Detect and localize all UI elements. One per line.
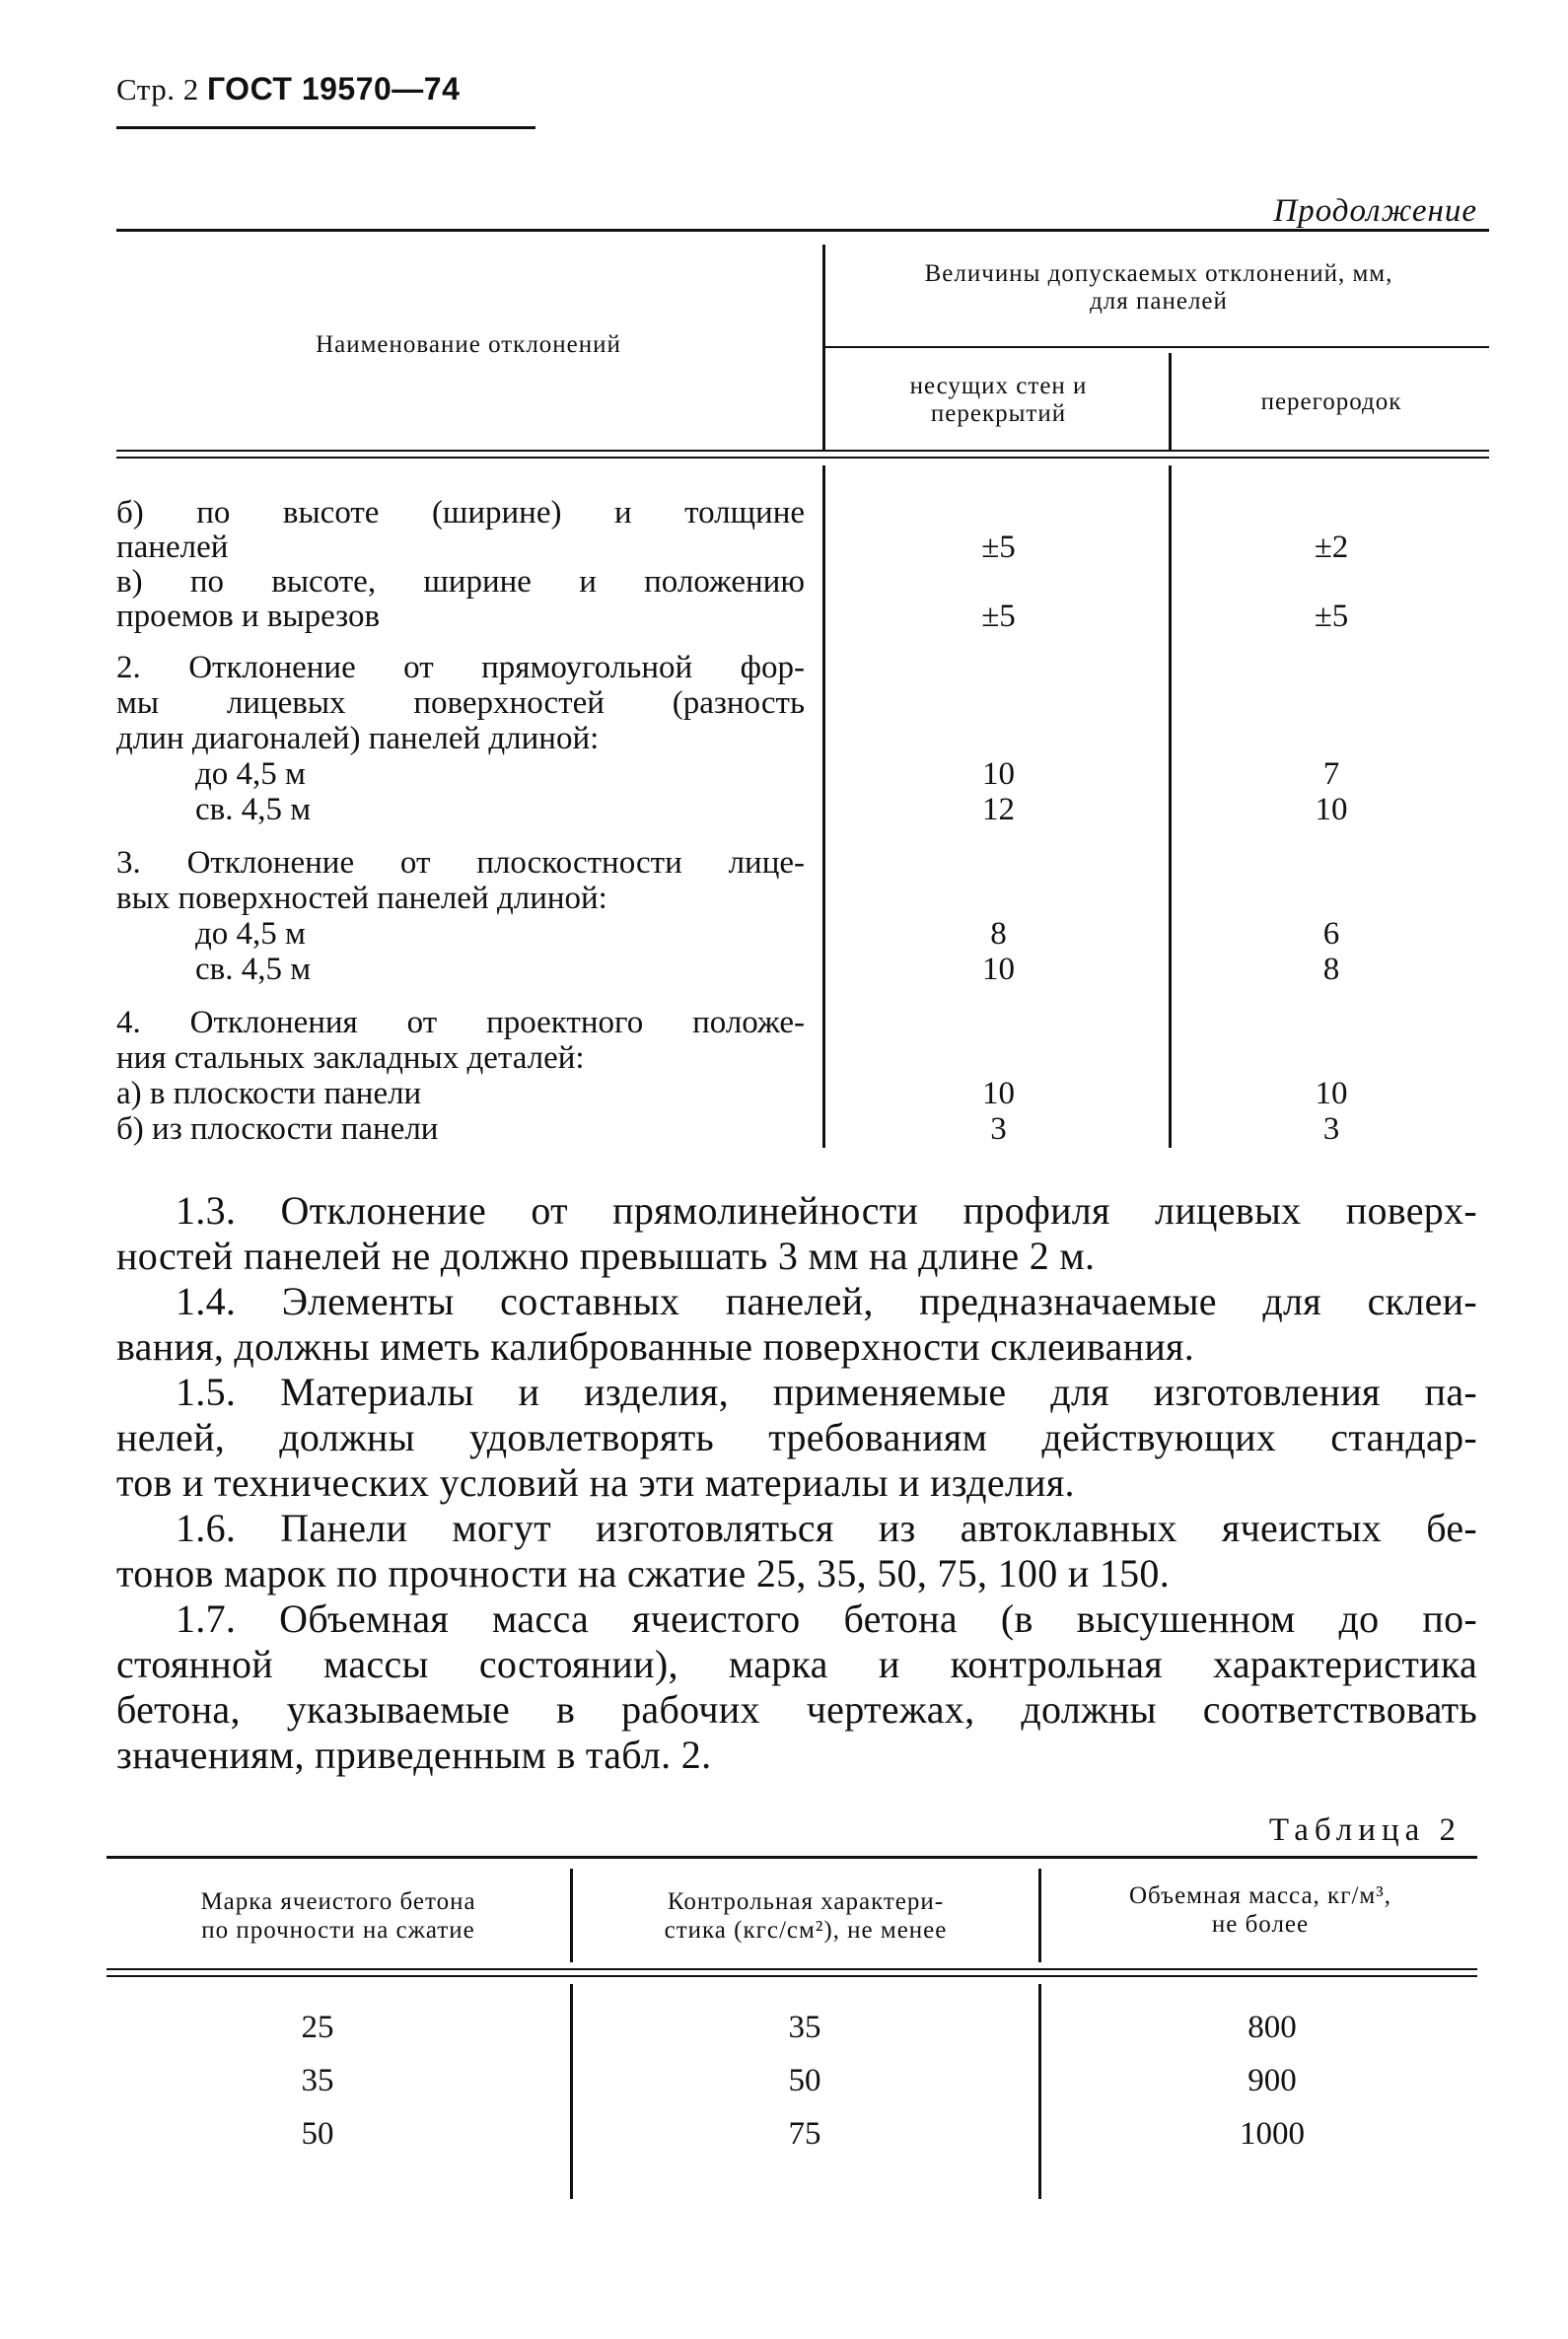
table2-cell: 35 — [301, 2063, 334, 2098]
table2-cell: 1000 — [1240, 2116, 1305, 2152]
table2-cell: 50 — [788, 2063, 821, 2098]
table2-header-control — [576, 1887, 1035, 1945]
paragraph-line: нелей, должны удовлетворять требованиям действующих стандар- — [116, 1415, 1477, 1459]
table1-col-divider-1b — [822, 465, 825, 1148]
page-header — [116, 71, 460, 107]
table2-cell: 50 — [301, 2116, 334, 2152]
table1-header-rule-1 — [116, 450, 1489, 452]
row-label-line: а) в плоскости панели — [116, 1076, 422, 1111]
paragraph-1-5 — [116, 1370, 1477, 1506]
row-label-line: 3. Отклонение от плоскостности лице- — [116, 845, 805, 881]
value-cell: 10 — [982, 952, 1015, 987]
row-label-line: панелей — [116, 530, 229, 565]
paragraph-1-3 — [116, 1188, 1477, 1279]
row-label-line: до 4,5 м — [195, 916, 306, 952]
paragraph-line: 1.5. Материалы и изделия, применяемые для изготовления па- — [176, 1370, 1477, 1414]
paragraph-1-6 — [116, 1506, 1477, 1596]
paragraph-line: 1.6. Панели могут изготовляться из автоклавных ячеистых бе- — [176, 1506, 1477, 1550]
paragraph-line: ностей панелей не должно превышать 3 мм на длине 2 м. — [116, 1234, 1096, 1278]
col-group-header — [828, 260, 1489, 316]
row-label-line: б) из плоскости панели — [116, 1111, 439, 1147]
value-cell: 12 — [982, 792, 1015, 827]
table1-group-rule — [824, 346, 1489, 348]
table2-col-divider-2 — [1038, 1869, 1041, 1962]
row-label-line: 4. Отклонения от проектного положе- — [116, 1005, 805, 1040]
paragraph-line: 1.3. Отклонение от прямолинейности профиля лицевых поверх- — [176, 1188, 1477, 1233]
row-label-line: до 4,5 м — [195, 756, 306, 792]
col-a-header-line: несущих стен и — [909, 373, 1088, 399]
paragraph-line: тонов марок по прочности на сжатие 25, 35, 50, 75, 100 и 150. — [116, 1551, 1171, 1595]
table2-col-divider-1 — [570, 1869, 573, 1962]
row-label-line: мы лицевых поверхностей (разность — [116, 685, 805, 721]
table2-cell: 35 — [788, 2010, 821, 2045]
table1-top-rule — [116, 229, 1489, 232]
table2-cell: 25 — [301, 2010, 334, 2045]
col-name-header: Наименование отклонений — [316, 331, 621, 358]
row-label-line: св. 4,5 м — [195, 952, 312, 987]
header-rule — [116, 126, 535, 129]
value-cell: ±5 — [981, 599, 1016, 634]
row-label-line: б) по высоте (ширине) и толщине — [116, 495, 805, 531]
row-label-line: 2. Отклонение от прямоугольной фор- — [116, 650, 805, 685]
table2-cell: 800 — [1247, 2010, 1297, 2045]
table1-col-divider-1 — [822, 245, 825, 450]
table2-col-divider-2b — [1038, 1984, 1041, 2199]
row-label-line: ния стальных закладных деталей: — [116, 1040, 585, 1076]
col-group-header-line: для панелей — [1090, 288, 1228, 315]
table2-header-line: по прочности на сжатие — [201, 1917, 475, 1944]
table1-col-divider-2 — [1169, 353, 1172, 450]
value-cell: 10 — [982, 756, 1015, 792]
continuation-label: Продолжение — [1273, 193, 1477, 229]
paragraph-line: бетона, указываемые в рабочих чертежах, должны соответствовать — [116, 1687, 1477, 1732]
value-cell: 6 — [1322, 916, 1340, 952]
value-cell: 7 — [1322, 756, 1340, 792]
table1-header-rule-2 — [116, 457, 1489, 459]
value-cell: 3 — [1322, 1111, 1340, 1147]
paragraph-line: тов и технических условий на эти материалы и изделия. — [116, 1460, 1075, 1505]
paragraph-line: 1.4. Элементы составных панелей, предназначаемые для склеи- — [176, 1279, 1477, 1323]
table2-cell: 900 — [1247, 2063, 1297, 2098]
table1-col-divider-2b — [1169, 465, 1172, 1148]
row-label-line: св. 4,5 м — [195, 792, 312, 827]
table2-header-grade — [108, 1887, 568, 1945]
table2-header-line: Контрольная характери- — [667, 1888, 945, 1915]
paragraph-line: вания, должны иметь калиброванные поверхности склеивания. — [116, 1324, 1195, 1369]
table2-col-divider-1b — [570, 1984, 573, 2199]
row-label-line: вых поверхностей панелей длиной: — [116, 881, 607, 916]
table2-header-rule-1 — [107, 1968, 1477, 1970]
value-cell: ±5 — [1314, 599, 1349, 634]
table2-header-line: стика (кгс/см²), не менее — [664, 1917, 948, 1944]
value-cell: 8 — [1322, 952, 1340, 987]
value-cell: 3 — [990, 1111, 1007, 1147]
col-group-header-line: Величины допускаемых отклонений, мм, — [924, 260, 1393, 287]
value-cell: 10 — [1315, 1076, 1348, 1111]
value-cell: 10 — [1315, 792, 1348, 827]
value-cell: 10 — [982, 1076, 1015, 1111]
paragraph-line: значениям, приведенным в табл. 2. — [116, 1733, 712, 1777]
col-a-header — [828, 373, 1169, 428]
paragraph-1-7 — [116, 1596, 1477, 1778]
table2-header-line: Объемная масса, кг/м³, — [1129, 1882, 1391, 1909]
table2-header-rule-2 — [107, 1975, 1477, 1977]
table2-header-line: не более — [1211, 1911, 1310, 1938]
row-label-line: проемов и вырезов — [116, 599, 381, 634]
paragraph-1-4 — [116, 1279, 1477, 1370]
page-label: Стр. 2 — [116, 72, 199, 106]
table2-cell: 75 — [788, 2116, 821, 2152]
value-cell: ±2 — [1314, 530, 1349, 565]
paragraph-line: 1.7. Объемная масса ячеистого бетона (в высушенном до по- — [176, 1596, 1477, 1641]
col-a-header-line: перекрытий — [930, 400, 1067, 427]
value-cell: ±5 — [981, 530, 1016, 565]
table2-header-line: Марка ячеистого бетона — [200, 1888, 476, 1915]
row-label-line: в) по высоте, ширине и положению — [116, 564, 805, 600]
standard-number: ГОСТ 19570—74 — [206, 71, 461, 106]
table2-top-rule — [107, 1856, 1477, 1859]
value-cell: 8 — [990, 916, 1007, 952]
row-label-line: длин диагоналей) панелей длиной: — [116, 721, 600, 756]
table2-header-density — [1043, 1881, 1477, 1939]
table2-title: Таблица 2 — [1268, 1812, 1461, 1848]
col-b-header: перегородок — [1260, 389, 1402, 415]
paragraph-line: стоянной массы состоянии), марка и контрольная характеристика — [116, 1642, 1477, 1686]
